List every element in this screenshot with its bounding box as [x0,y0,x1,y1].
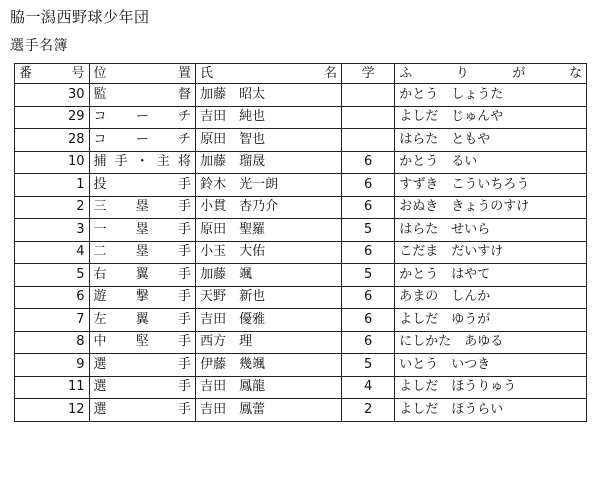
table-header-row [15,64,587,84]
player-number-cell: 5 [15,264,90,287]
header-number: 番 号 [15,64,90,84]
player-number-cell: 1 [15,174,90,197]
player-kana-cell: こだま だいすけ [395,241,587,264]
player-position-cell: コーチ [89,106,196,129]
player-kana-cell: あまの しんか [395,286,587,309]
player-position-cell: 左翼手 [89,309,196,332]
player-name-cell: 原田 智也 [196,129,342,152]
player-position-cell: 監 督 [89,84,196,107]
player-kana-cell: よしだ ゆうが [395,309,587,332]
player-grade-cell: 6 [341,286,394,309]
player-number-cell: 6 [15,286,90,309]
player-kana-cell: よしだ ほうりゅう [395,376,587,399]
player-number-cell: 4 [15,241,90,264]
table-row [15,129,587,152]
player-grade-cell: 2 [341,399,394,422]
player-grade-cell: 4 [341,376,394,399]
player-position-cell: 選 手 [89,376,196,399]
table-row [15,309,587,332]
player-number-cell: 9 [15,354,90,377]
table-row [15,399,587,422]
player-number-cell: 2 [15,196,90,219]
player-number-cell: 7 [15,309,90,332]
player-name-cell: 鈴木 光一朗 [196,174,342,197]
player-kana-cell: かとう るい [395,151,587,174]
player-position-cell: 選 手 [89,399,196,422]
player-position-cell: 一塁手 [89,219,196,242]
table-row [15,174,587,197]
player-name-cell: 吉田 優雅 [196,309,342,332]
header-name: 氏 名 [196,64,342,84]
player-name-cell: 加藤 昭太 [196,84,342,107]
player-name-cell: 西方 理 [196,331,342,354]
player-grade-cell: 5 [341,264,394,287]
player-position-cell: 選 手 [89,354,196,377]
player-grade-cell [341,84,394,107]
player-name-cell: 吉田 鳳龍 [196,376,342,399]
table-row [15,219,587,242]
header-grade: 学 [341,64,394,84]
player-name-cell: 加藤 瑠晟 [196,151,342,174]
player-kana-cell: いとう いつき [395,354,587,377]
player-name-cell: 小玉 大佑 [196,241,342,264]
player-grade-cell: 5 [341,354,394,377]
player-name-cell: 小貫 杏乃介 [196,196,342,219]
roster-table [14,63,587,422]
roster-body [15,84,587,422]
player-number-cell: 8 [15,331,90,354]
player-grade-cell [341,106,394,129]
table-row [15,286,587,309]
table-row [15,241,587,264]
player-grade-cell: 6 [341,174,394,197]
player-number-cell: 29 [15,106,90,129]
player-grade-cell: 6 [341,331,394,354]
player-position-cell: 右翼手 [89,264,196,287]
player-kana-cell: はらた ともや [395,129,587,152]
document-subtitle: 選手名簿 [10,38,68,54]
player-position-cell: 捕手・主将 [89,151,196,174]
player-number-cell: 3 [15,219,90,242]
table-row [15,84,587,107]
player-number-cell: 12 [15,399,90,422]
player-position-cell: 二塁手 [89,241,196,264]
table-row [15,331,587,354]
header-position: 位 置 [89,64,196,84]
player-name-cell: 原田 聖羅 [196,219,342,242]
table-row [15,264,587,287]
player-position-cell: コーチ [89,129,196,152]
player-number-cell: 10 [15,151,90,174]
player-grade-cell [341,129,394,152]
player-position-cell: 遊撃手 [89,286,196,309]
table-row [15,354,587,377]
player-kana-cell: にしかた あゆる [395,331,587,354]
player-name-cell: 加藤 颯 [196,264,342,287]
player-name-cell: 伊藤 幾颯 [196,354,342,377]
player-name-cell: 天野 新也 [196,286,342,309]
player-kana-cell: かとう はやて [395,264,587,287]
player-grade-cell: 6 [341,196,394,219]
player-name-cell: 吉田 鳳蕾 [196,399,342,422]
player-number-cell: 30 [15,84,90,107]
player-kana-cell: おぬき きょうのすけ [395,196,587,219]
player-position-cell: 三塁手 [89,196,196,219]
table-row [15,376,587,399]
player-position-cell: 投 手 [89,174,196,197]
table-row [15,106,587,129]
player-name-cell: 吉田 純也 [196,106,342,129]
table-row [15,151,587,174]
player-kana-cell: はらた せいら [395,219,587,242]
player-grade-cell: 5 [341,219,394,242]
player-number-cell: 28 [15,129,90,152]
player-kana-cell: かとう しょうた [395,84,587,107]
player-grade-cell: 6 [341,241,394,264]
player-position-cell: 中堅手 [89,331,196,354]
player-grade-cell: 6 [341,151,394,174]
player-kana-cell: よしだ じゅんや [395,106,587,129]
header-kana: ふりがな [395,64,587,84]
player-number-cell: 11 [15,376,90,399]
player-kana-cell: すずき こういちろう [395,174,587,197]
table-row [15,196,587,219]
document-title: 脇一潟西野球少年団 [10,8,150,26]
player-kana-cell: よしだ ほうらい [395,399,587,422]
player-grade-cell: 6 [341,309,394,332]
